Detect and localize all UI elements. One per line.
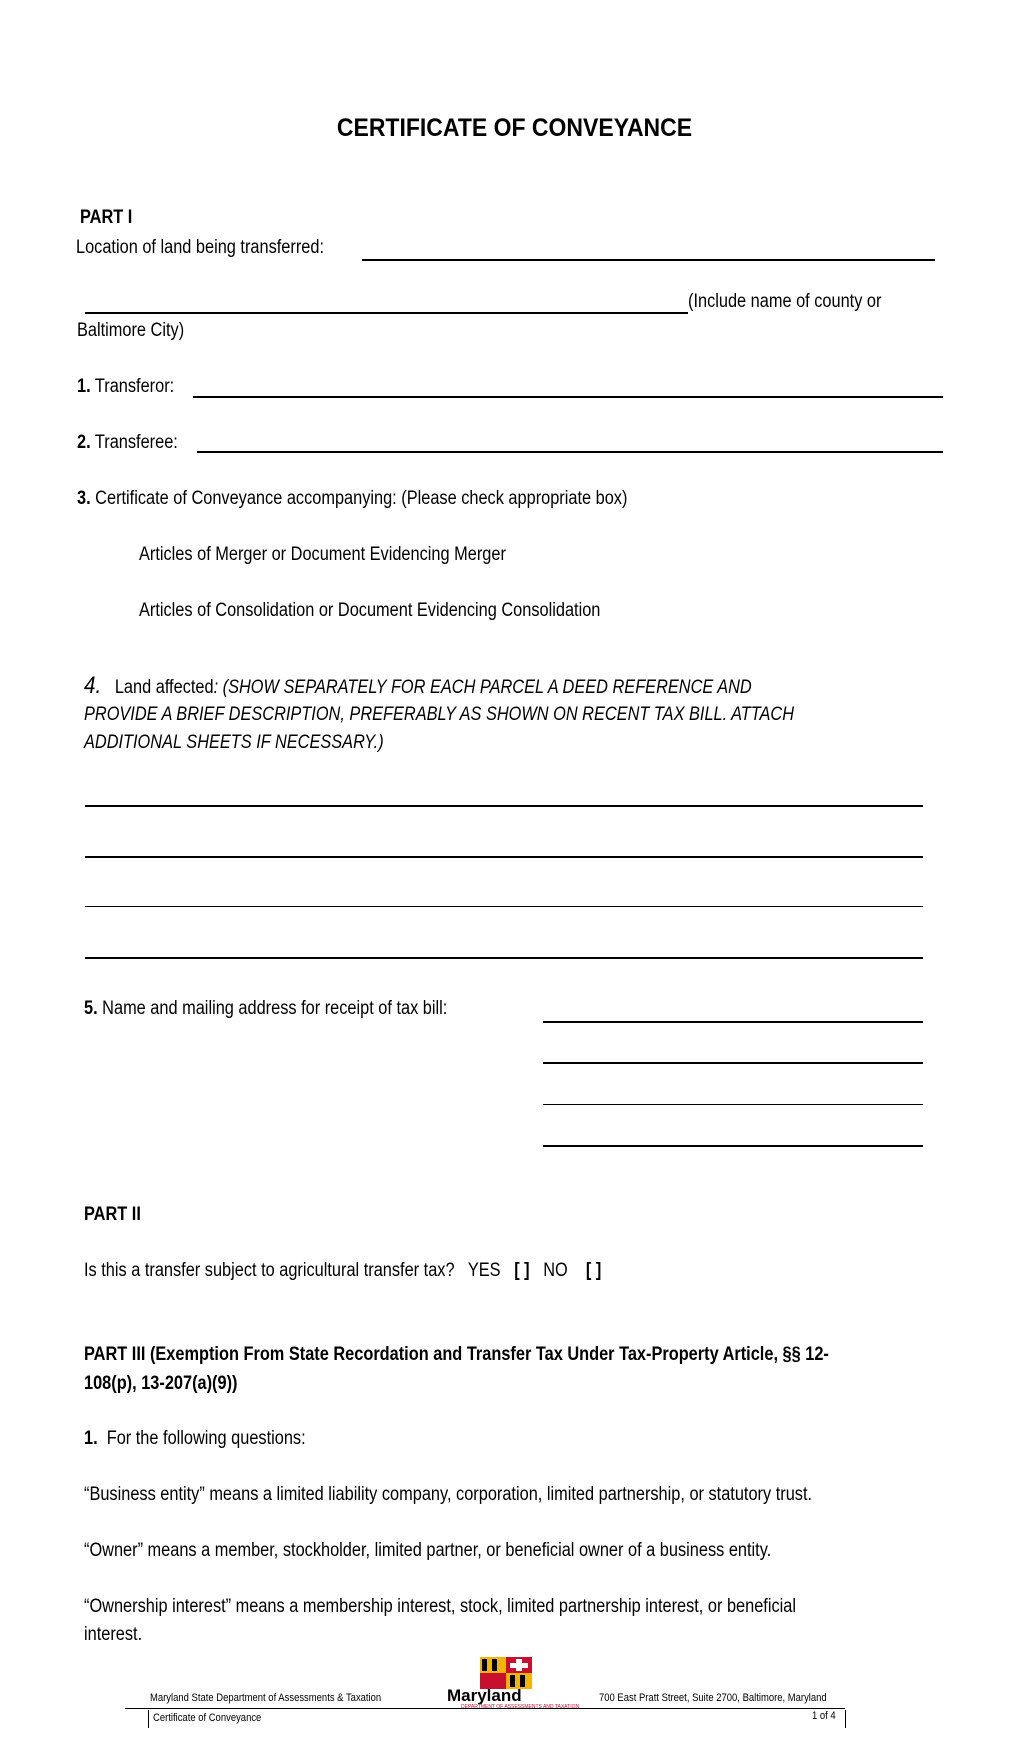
address-input-line-3[interactable]: [543, 1104, 923, 1105]
location-input-line[interactable]: [362, 259, 935, 261]
footer-form-name: Certificate of Conveyance: [153, 1712, 262, 1724]
land-input-line-4[interactable]: [85, 957, 923, 959]
maryland-flag-logo: [480, 1657, 532, 1689]
footer-dept: Maryland State Department of Assessments & Taxation: [150, 1692, 382, 1704]
def-ownership-1: “Ownership interest” means a membership interest, stock, limited partnership interest, or beneficial: [84, 1596, 796, 1617]
county-input-line[interactable]: [85, 312, 688, 314]
part1-heading: PART I: [80, 207, 133, 228]
transferor-label: Transferor:: [94, 376, 175, 397]
no-label: NO: [543, 1260, 568, 1281]
q3-text: Certificate of Conveyance accompanying: (Please check appropriate box): [95, 488, 628, 509]
yes-checkbox[interactable]: [ ]: [514, 1260, 530, 1281]
part3-heading-1: PART III (Exemption From State Recordation and Transfer Tax Under Tax-Property Article, §§ 12-: [84, 1344, 829, 1365]
footer-logo-subtext: DEPARTMENT OF ASSESSMENTS AND TAXATION: [461, 1704, 580, 1710]
q4-text-1: : (SHOW SEPARATELY FOR EACH PARCEL A DEED REFERENCE AND: [213, 677, 752, 698]
q3-row: [77, 488, 627, 510]
transferor-input-line[interactable]: [193, 396, 943, 398]
land-input-line-2[interactable]: [85, 856, 923, 858]
q4-label: Land affected: [114, 677, 214, 698]
def-ownership-2: interest.: [84, 1624, 143, 1645]
document-title: CERTIFICATE OF CONVEYANCE: [336, 114, 693, 142]
transferee-input-line[interactable]: [197, 451, 943, 453]
part2-row: [84, 1260, 601, 1282]
transferee-row: [77, 432, 178, 454]
no-checkbox[interactable]: [ ]: [585, 1260, 602, 1281]
land-input-line-1[interactable]: [85, 805, 923, 807]
land-input-line-3[interactable]: [85, 906, 923, 907]
footer-right-tick: [845, 1710, 846, 1728]
address-input-line-2[interactable]: [543, 1062, 923, 1064]
address-input-line-1[interactable]: [543, 1021, 923, 1023]
footer-rule: [125, 1708, 845, 1709]
q4-text-3: ADDITIONAL SHEETS IF NECESSARY.): [84, 732, 384, 753]
transferee-num: 2.: [77, 432, 91, 453]
footer-left-tick: [148, 1710, 149, 1728]
yes-label: YES: [467, 1260, 501, 1281]
def-business-entity: “Business entity” means a limited liability company, corporation, limited partnership, or statutory trust.: [84, 1484, 813, 1505]
part3-heading-2: 108(p), 13-207(a)(9)): [84, 1373, 238, 1394]
q4-row-1: [84, 672, 752, 700]
location-label: Location of land being transferred:: [76, 237, 324, 258]
county-note-cont: Baltimore City): [77, 320, 185, 341]
part3-q1-num: 1.: [84, 1428, 98, 1449]
part3-q1-text: For the following questions:: [106, 1428, 306, 1449]
address-input-line-4[interactable]: [543, 1145, 923, 1147]
q5-row: [84, 998, 447, 1020]
county-note: (Include name of county or: [688, 291, 882, 312]
def-owner: “Owner” means a member, stockholder, limited partner, or beneficial owner of a business entity.: [84, 1540, 772, 1561]
footer-page-number: 1 of 4: [812, 1710, 836, 1722]
ag-tax-question: Is this a transfer subject to agricultural transfer tax?: [84, 1260, 455, 1281]
part3-q1-row: [84, 1428, 306, 1450]
transferee-label: Transferee:: [94, 432, 178, 453]
footer-logo-text: Maryland: [447, 1686, 522, 1705]
q4-text-2: PROVIDE A BRIEF DESCRIPTION, PREFERABLY AS SHOWN ON RECENT TAX BILL. ATTACH: [84, 704, 795, 725]
q5-num: 5.: [84, 998, 98, 1019]
footer-address: 700 East Pratt Street, Suite 2700, Baltimore, Maryland: [599, 1692, 827, 1704]
q5-text: Name and mailing address for receipt of tax bill:: [102, 998, 448, 1019]
transferor-num: 1.: [77, 376, 91, 397]
part2-heading: PART II: [84, 1204, 141, 1225]
q4-num: 4.: [84, 672, 102, 699]
q3-num: 3.: [77, 488, 91, 509]
option-consolidation[interactable]: Articles of Consolidation or Document Evidencing Consolidation: [139, 600, 601, 621]
transferor-row: [77, 376, 174, 398]
option-merger[interactable]: Articles of Merger or Document Evidencing Merger: [139, 544, 506, 565]
